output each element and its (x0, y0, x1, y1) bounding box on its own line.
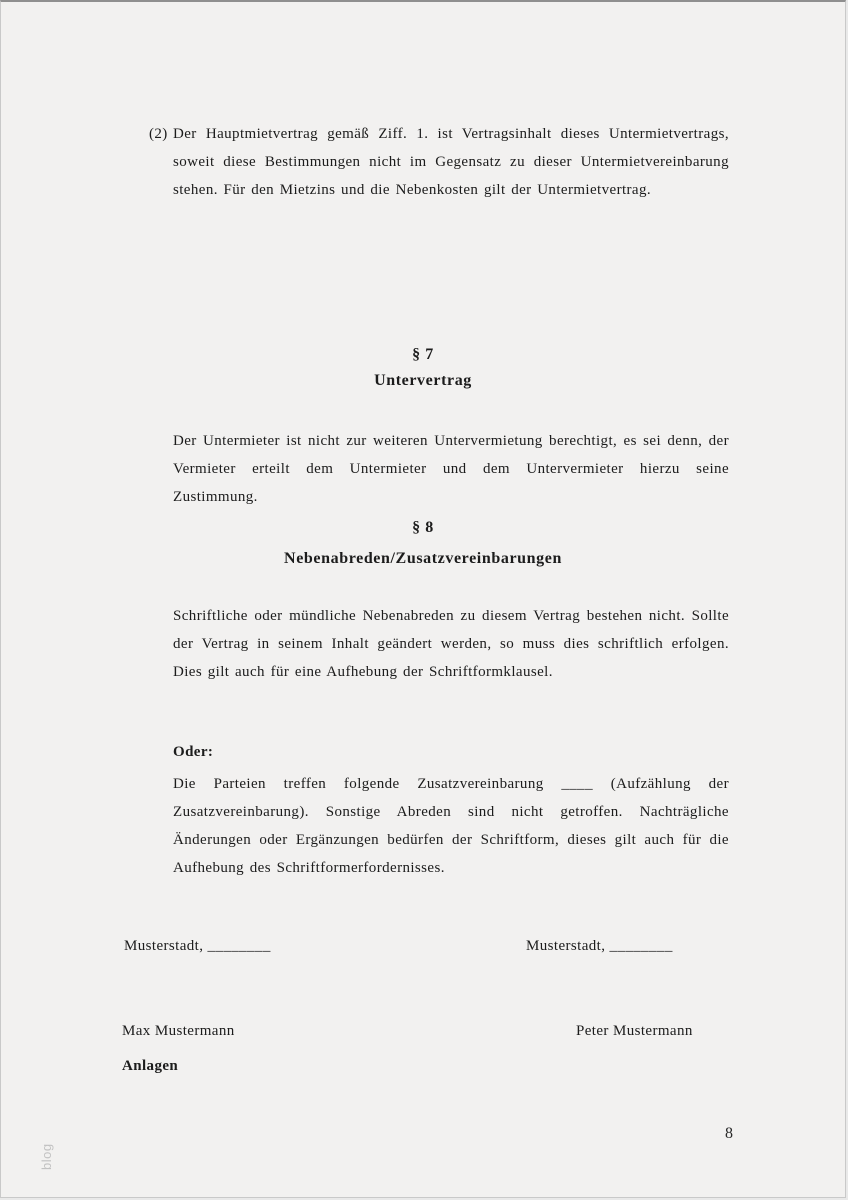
section-7-title: Untervertrag (374, 372, 472, 389)
signature-place-left: Musterstadt, ________ (124, 938, 271, 954)
section-7-number: § 7 (412, 346, 434, 363)
clause-2-marker: (2) (149, 126, 168, 142)
alternative-clause-label: Oder: (173, 744, 214, 760)
section-8-title: Nebenabreden/Zusatzvereinbarungen (284, 550, 562, 567)
section-7-body: Der Untermieter ist nicht zur weiteren Untervermietung berechtigt, es sei denn, der Vermieter erteilt dem Untermieter und dem Untervermieter hierzu seine Zustimmung. (173, 433, 729, 505)
section-8-body-1: Schriftliche oder mündliche Nebenabreden zu diesem Vertrag bestehen nicht. Sollte der Vertrag in seinem Inhalt geändert werden, so muss dies schriftlich erfolgen. Dies gilt auch für eine Aufhebung der Schriftformklausel. (173, 608, 729, 680)
page-number: 8 (725, 1125, 733, 1142)
signature-name-left: Max Mustermann (122, 1023, 235, 1039)
watermark-text: blog (39, 1143, 54, 1170)
section-8-number: § 8 (412, 519, 434, 536)
signature-place-right: Musterstadt, ________ (526, 938, 673, 954)
section-8-body-2: Die Parteien treffen folgende Zusatzvereinbarung ____ (Aufzählung der Zusatzvereinbarung). Sonstige Abreden sind nicht getroffen. Nachträgliche Änderungen oder Ergänzungen bedürfen der Schriftform, dieses gilt auch für die Aufhebung des Schriftformerfordernisses. (173, 776, 729, 876)
clause-2-text: Der Hauptmietvertrag gemäß Ziff. 1. ist Vertragsinhalt dieses Untermietvertrags, soweit diese Bestimmungen nicht im Gegensatz zu dieser Untermietvereinbarung stehen. Für den Mietzins und die Nebenkosten gilt der Untermietvertrag. (173, 126, 729, 198)
signature-name-right: Peter Mustermann (576, 1023, 693, 1039)
clause-2 (149, 120, 729, 204)
attachments-label: Anlagen (122, 1058, 179, 1074)
